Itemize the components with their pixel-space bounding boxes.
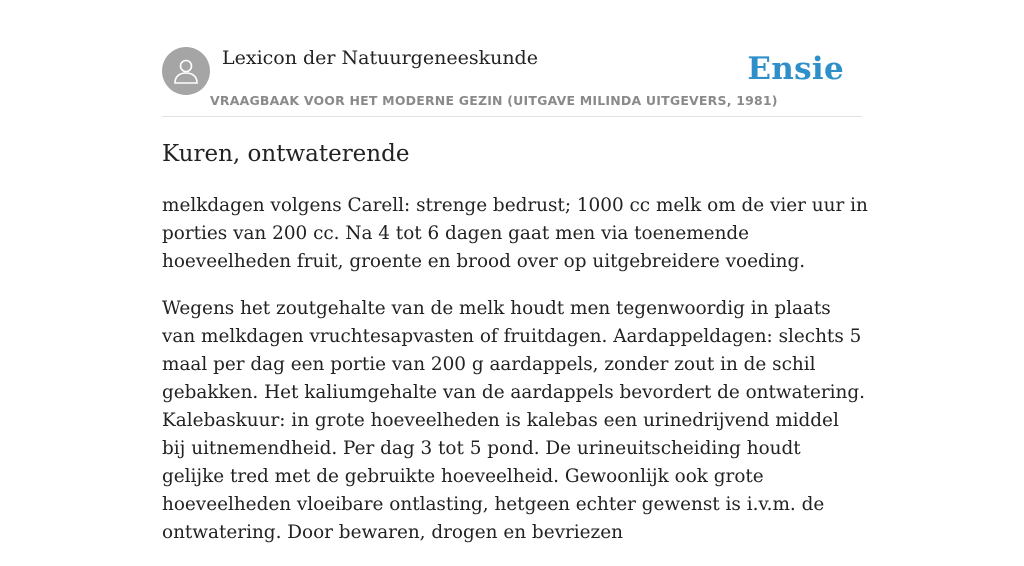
- entry-paragraph: Wegens het zoutgehalte van de melk houdt men tegenwoordig in plaats van melkdagen vruchtesapvasten of fruitdagen. Aardappeldagen: slechts 5 maal per dag een portie van 200 g aardappels, zonder zout in de schil gebakken. Het kaliumgehalte van de aardappels bevordert de ontwatering. Kalebaskuur: in grote hoeveelheden is kalebas een urinedrijvend middel bij uitnemendheid. Per dag 3 tot 5 pond. De urineuitscheiding houdt gelijke tred met de gebruikte hoeveelheid. Gewoonlijk ook grote hoeveelheden vloeibare ontlasting, hetgeen echter gewenst is i.v.m. de ontwatering. Door bewaren, drogen en bevriezen: [162, 298, 865, 543]
- book-subtitle: VRAAGBAAK VOOR HET MODERNE GEZIN (UITGAVE MILINDA UITGEVERS, 1981): [210, 93, 778, 108]
- user-avatar-icon[interactable]: [162, 47, 210, 95]
- page-container: [162, 0, 868, 543]
- person-outline-icon: [171, 56, 201, 86]
- book-header: [162, 0, 862, 117]
- ensie-logo[interactable]: Ensie: [747, 51, 844, 87]
- entry-title: Kuren, ontwaterende: [162, 141, 410, 167]
- entry-paragraph: melkdagen volgens Carell: strenge bedrust; 1000 cc melk om de vier uur in porties van 200 cc. Na 4 tot 6 dagen gaat men via toenemende hoeveelheden fruit, groente en brood over op uitgebreidere voeding.: [162, 195, 868, 272]
- entry-body: [162, 192, 868, 566]
- book-title[interactable]: Lexicon der Natuurgeneeskunde: [222, 47, 538, 69]
